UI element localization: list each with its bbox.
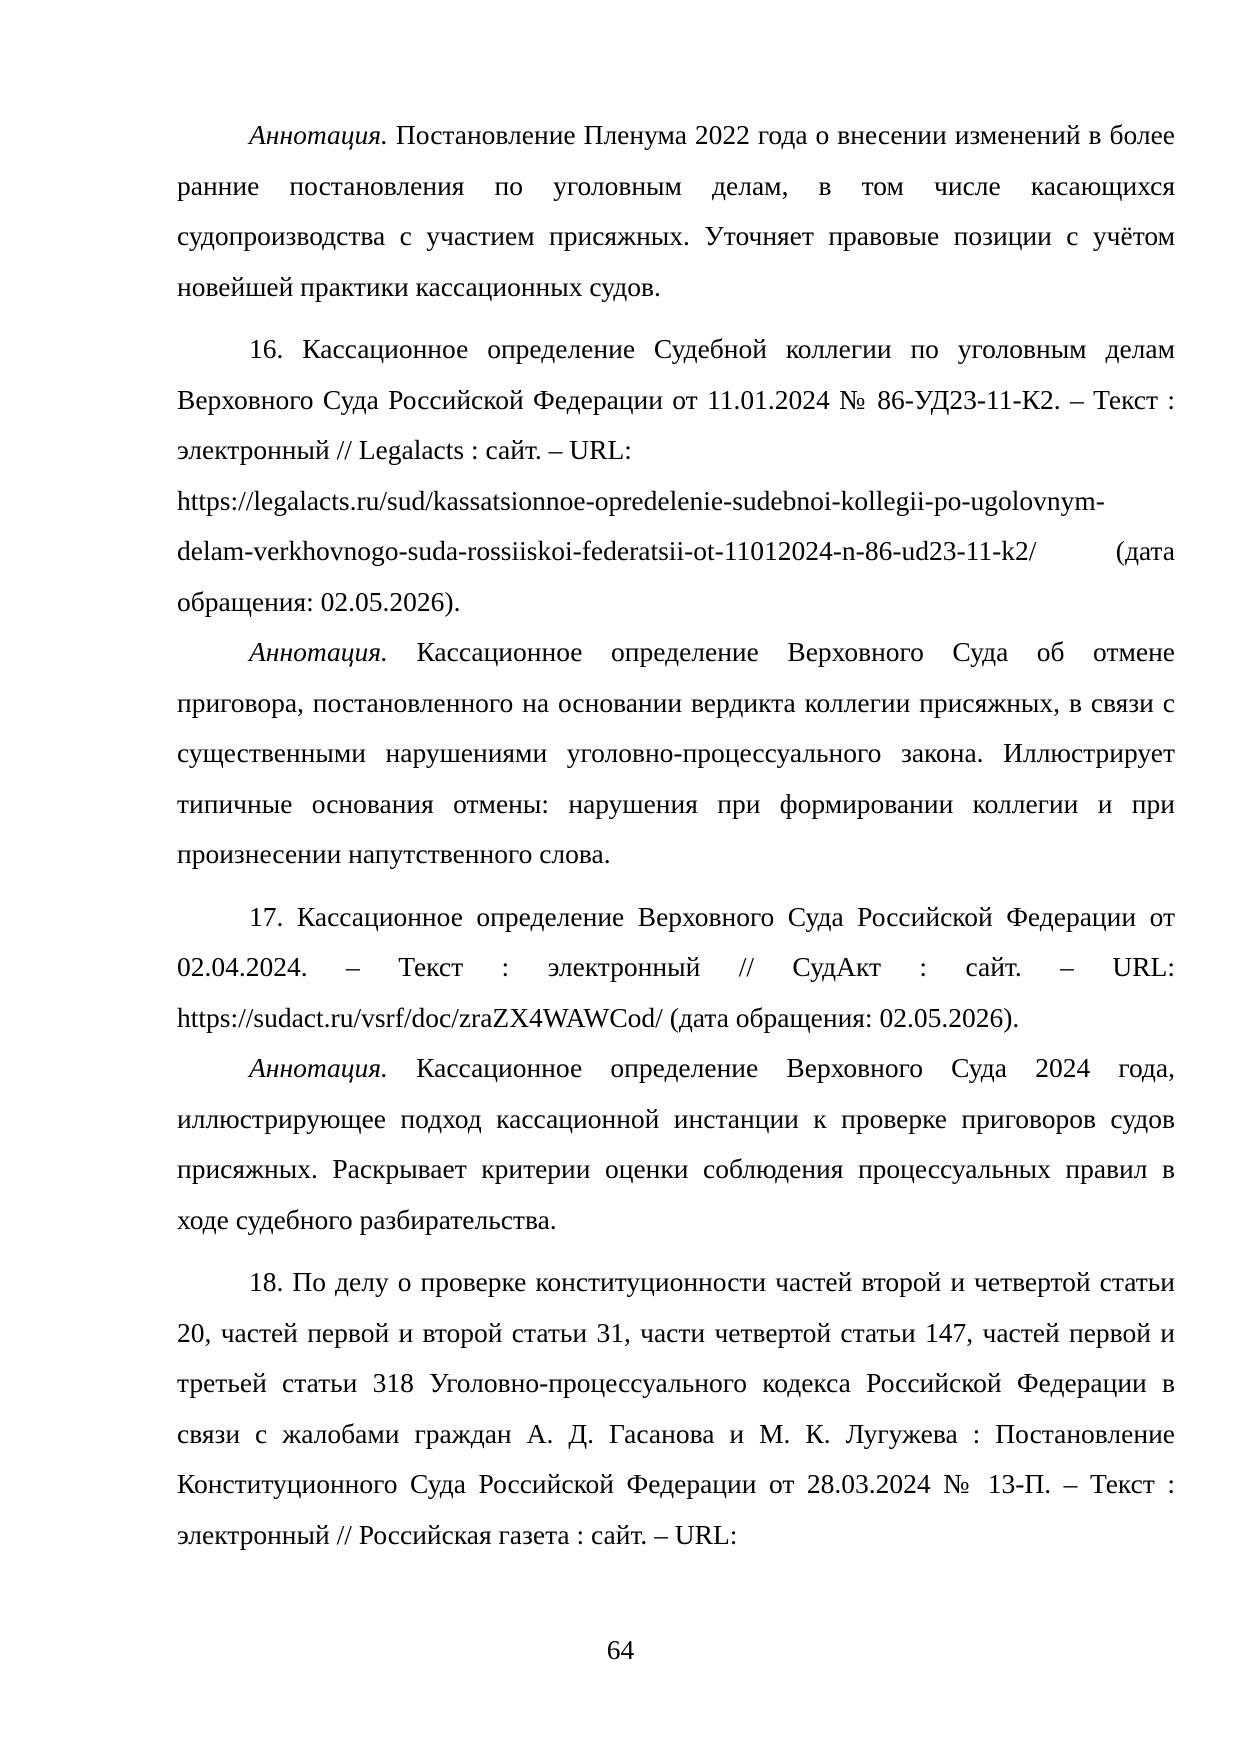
document-body — [177, 110, 1175, 1560]
reference-17: 17. Кассационное определение Верховного Суда Российской Федерации от 02.04.2024. – Текст : электронный // СудАкт : сайт. – URL: https://sudact.ru/vsrf/doc/zraZX4WAWCod/ (дата обращения: 02.05.2026). — [177, 900, 1175, 1033]
annotation-paragraph — [177, 1043, 1175, 1245]
annotation-label: Аннотация. — [249, 1052, 388, 1083]
annotation-label: Аннотация. — [249, 636, 388, 667]
reference-16-url — [177, 476, 1175, 527]
annotation-paragraph — [177, 627, 1175, 880]
annotation-paragraph — [177, 110, 1175, 312]
annotation-text: Кассационное определение Верховного Суда об отмене приговора, постановленного на основании вердикта коллегии присяжных, в связи с существенными нарушениями уголовно-процессуального закона. Иллюстрирует типичные основания отмены: нарушения при формировании коллегии и при произнесении напутственного слова. — [177, 636, 1175, 869]
annotation-text: Постановление Пленума 2022 года о внесении изменений в более ранние постановления по уголовным делам, в том числе касающихся судопроизводства с участием присяжных. Уточняет правовые позиции с учётом новейшей практики кассационных судов. — [177, 119, 1176, 302]
page-number: 64 — [606, 1634, 635, 1665]
reference-16-url-text: https://legalacts.ru/sud/kassatsionnoe-opredelenie-sudebnoi-kollegii-po-ugolovnym- — [177, 484, 1105, 516]
reference-16-line-1: 16. Кассационное определение Судебной коллегии по уголовным делам Верховного Суда Российской Федерации от 11.01.2024 № 86-УД23-11-К2. – Текст : электронный // Legalacts : сайт. – URL: — [177, 333, 1175, 465]
reference-16-line-3: delam-verkhovnogo-suda-rossiiskoi-federatsii-ot-11012024-n-86-ud23-11-k2/ (дата обращения: 02.05.2026). — [177, 535, 1175, 617]
annotation-label: Аннотация. — [249, 119, 388, 150]
annotation-text: Кассационное определение Верховного Суда 2024 года, иллюстрирующее подход кассационной инстанции к проверке приговоров судов присяжных. Раскрывает критерии оценки соблюдения процессуальных правил в ходе судебного разбирательства. — [177, 1052, 1176, 1235]
reference-18: 18. По делу о проверке конституционности частей второй и четвертой статьи 20, частей первой и второй статьи 31, части четвертой статьи 147, частей первой и третьей статьи 318 Уголовно-процессуального кодекса Российской Федерации в связи с жалобами граждан А. Д. Гасанова и М. К. Лугужева : Постановление Конституционного Суда Российской Федерации от 28.03.2024 № 13-П. – Текст : электронный // Российская газета : сайт. – URL: — [177, 1266, 1175, 1550]
